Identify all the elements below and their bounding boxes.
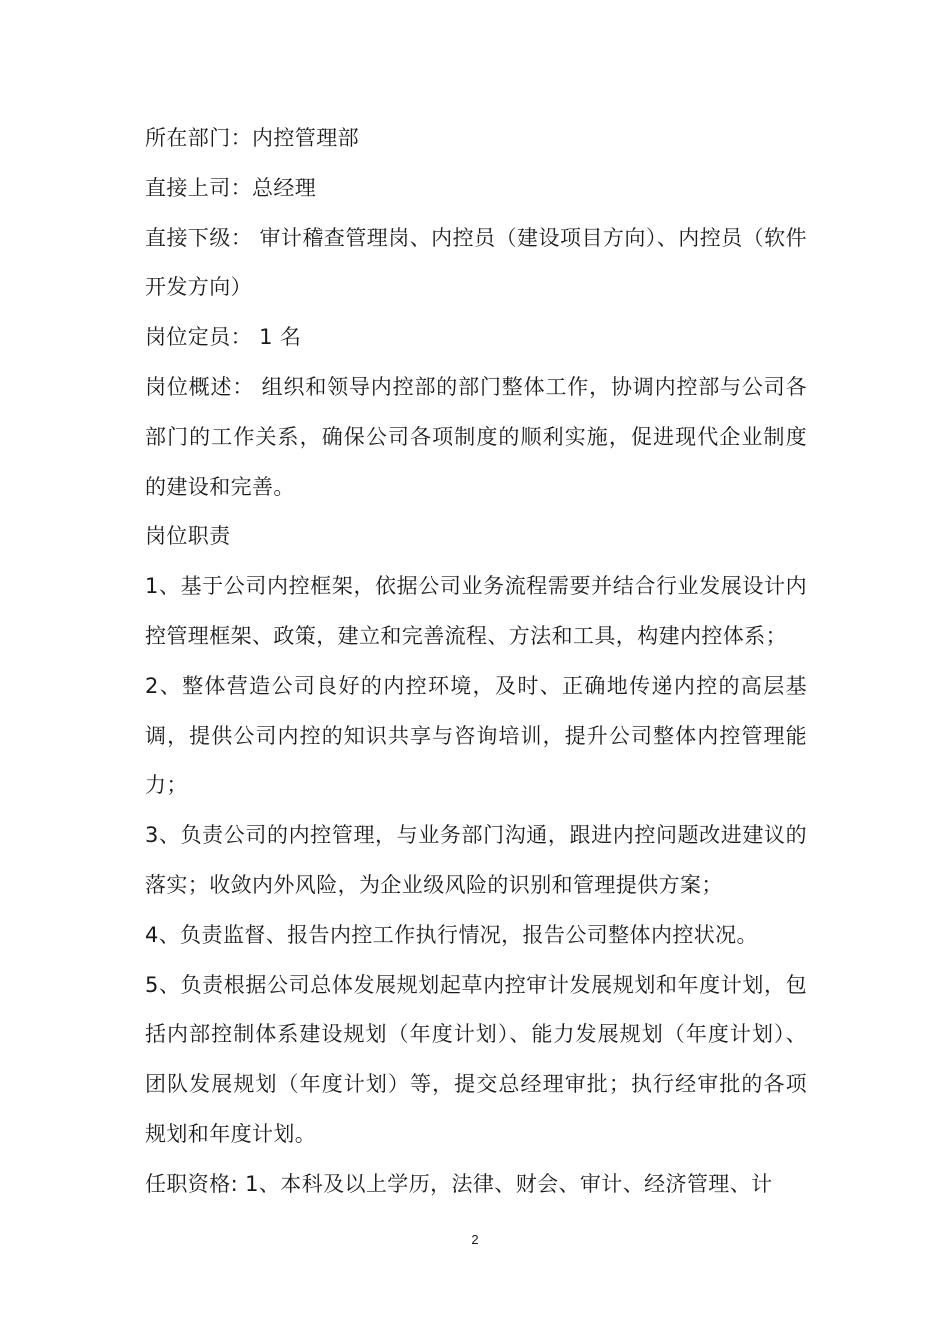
- page-number: 2: [471, 1232, 479, 1247]
- document-body: [145, 114, 807, 1210]
- qualifications-line: 任职资格: 1、本科及以上学历，法律、财会、审计、经济管理、计: [145, 1171, 773, 1196]
- headcount-line: 岗位定员： 1 名: [145, 325, 302, 350]
- position-overview: 岗位概述： 组织和领导内控部的部门整体工作，协调内控部与公司各部门的工作关系，确保公司各项制度的顺利实施，促进现代企业制度的建设和完善。: [145, 374, 807, 499]
- responsibility-item-2: 2、整体营造公司良好的内控环境，及时、正确地传递内控的高层基调，提供公司内控的知识共享与咨询培训，提升公司整体内控管理能力；: [145, 673, 807, 798]
- responsibility-item-1: 1、基于公司内控框架，依据公司业务流程需要并结合行业发展设计内控管理框架、政策，建立和完善流程、方法和工具，构建内控体系；: [145, 574, 807, 648]
- responsibility-item-4: 4、负责监督、报告内控工作执行情况，报告公司整体内控状况。: [145, 922, 758, 947]
- supervisor-line: 直接上司：总经理: [145, 175, 317, 200]
- subordinates-line: 直接下级： 审计稽查管理岗、内控员（建设项目方向）、内控员（软件开发方向）: [145, 225, 807, 300]
- department-line: 所在部门：内控管理部: [145, 126, 359, 150]
- responsibility-item-5: 5、负责根据公司总体发展规划起草内控审计发展规划和年度计划，包括内部控制体系建设规划（年度计划）、能力发展规划（年度计划）、团队发展规划（年度计划）等，提交总经理审批；执行经审批的各项规划和年度计划。: [145, 972, 807, 1146]
- responsibility-item-3: 3、负责公司的内控管理，与业务部门沟通，跟进内控问题改进建议的落实；收敛内外风险，为企业级风险的识别和管理提供方案；: [145, 823, 807, 897]
- responsibilities-heading: 岗位职责: [145, 524, 231, 549]
